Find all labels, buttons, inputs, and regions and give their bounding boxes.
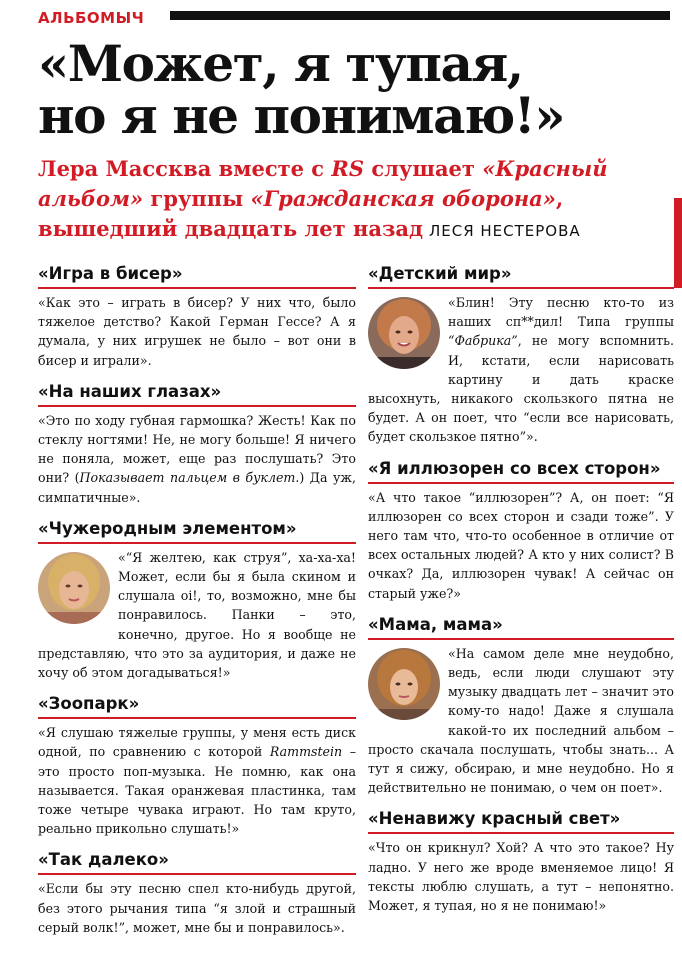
lead-text: слушает [364,156,483,181]
section-title: «Я иллюзорен со всех сторон» [368,459,674,484]
lead-text: , вышедший двадцать лет назад [38,186,564,241]
right-column [368,264,674,927]
section-text-italic: “Фабрика” [448,333,518,349]
section-mama [368,615,674,798]
section-text [38,411,356,507]
portrait-image [368,297,440,369]
page-title [38,34,678,145]
section-text: «А что такое “иллюзорен”? А, он поет: “Я иллюзорен со всех сторон и сзади тоже”. У него там что, что-то особенное в отличие от всех остальных людей? А кто у них солист? В очках? Да, иллюзорен чувак! А сейчас он старый уже?» [368,489,674,601]
rubric-bar [0,6,682,30]
section-text-part: «Блин! Эту песню кто-то из наших сп**дил! Типа группы [448,295,674,330]
rubric-rule [170,11,670,20]
lead-paragraph [38,154,638,246]
section-title: «На наших глазах» [38,382,356,407]
section-detsky [368,264,674,447]
section-text-part: «Я слушаю тяжелые группы, у меня есть диск одной, по сравнению с которой [38,725,356,760]
portrait-photo [38,552,110,624]
section-text [368,644,674,798]
portrait-image [368,648,440,720]
portrait-image [38,552,110,624]
section-igra [38,264,356,370]
section-text: «Как это – играть в бисер? У них что, было тяжелое детство? Какой Герман Гессе? А я думала, у них игрушек не было – вот они в бисер и играли». [38,295,356,368]
lead-text: Лера Массква вместе с [38,156,332,181]
section-nenavizhu [368,809,674,915]
lead-text: группы [143,186,251,211]
section-text-part: , не могу вспомнить. И, кстати, если нарисовать картину и дать краске высохнуть, никакого скользкого пятна не будет. А он поет, что “если все нарисовать, будет скользкое пятно”». [368,333,674,445]
lead-band: «Гражданская оборона» [250,186,556,211]
section-daleko [38,850,356,937]
lead-magazine: RS [331,156,365,181]
section-text [368,293,674,447]
section-text-part: ) Да уж, симпатичные». [38,470,356,505]
title-line-2: но я не понимаю!» [38,86,564,145]
author-byline: ЛЕСЯ НЕСТЕРОВА [428,222,581,240]
portrait-photo [368,648,440,720]
section-glaza [38,382,356,507]
section-text: «Если бы эту песню спел кто-нибудь другой, без этого рычания типа “я злой и страшный серый волк!”, может, мне бы и понравилось». [38,881,356,935]
section-text-italic: Rammstein [269,744,343,760]
section-text-part: «Это по ходу губная гармошка? Жесть! Как по стеклу ногтями! Не, не могу больше! Я ничего не поняла, может, еще раз послушать? Это они? ( [38,412,356,486]
section-text-part: – это просто поп-музыка. Не помню, как она называется. Такая оранжевая пластинка, там тоже четыре чувака играют. Но там круто, реально прикольно слушать!» [38,744,356,837]
page-edge-accent [674,198,682,288]
section-zoo [38,694,356,838]
section-title: «Детский мир» [368,264,674,289]
portrait-photo [368,297,440,369]
section-title: «Зоопарк» [38,694,356,719]
section-title: «Чужеродным элементом» [38,519,356,544]
section-text-italic: Показывает пальцем в буклет. [79,470,300,486]
section-text [38,723,356,838]
section-text-part: «“Я желтею, как струя”, ха-ха-ха! Может, если бы я была скином и слушала oi!, то, возможно, мне бы понравилось. Панки – это, конечно, другое. Но я вообще не представляю, что это за аудитория, и даже не хочу об этом догадываться!» [38,549,356,681]
section-title: «Ненавижу красный свет» [368,809,674,834]
lead-album: «Красный альбом» [38,156,608,211]
section-text [38,548,356,682]
section-title: «Игра в бисер» [38,264,356,289]
section-text: «Что он крикнул? Хой? А что это такое? Ну ладно. У него же вроде вменяемое лицо! Я тексты люблю слушать, а тут – непонятно. Может, я тупая, но я не понимаю!» [368,840,674,914]
section-chuzh [38,519,356,682]
title-line-1: «Может, я тупая, [38,34,523,93]
section-text-part: «На самом деле мне неудобно, ведь, если люди слушают эту музыку двадцать лет – значит это кому-то надо! Даже я слушала какой-то их последний альбом – просто скачала послушать, чтобы знать... А тут я сижу, обсираю, и мне неудобно. Но я действительно не понимаю, о чем он поет». [368,645,674,796]
section-title: «Так далеко» [38,850,356,875]
rubric-label: АЛЬБОМЫЧ [38,9,152,27]
section-illuz [368,459,674,603]
section-title: «Мама, мама» [368,615,674,640]
left-column [38,264,356,949]
